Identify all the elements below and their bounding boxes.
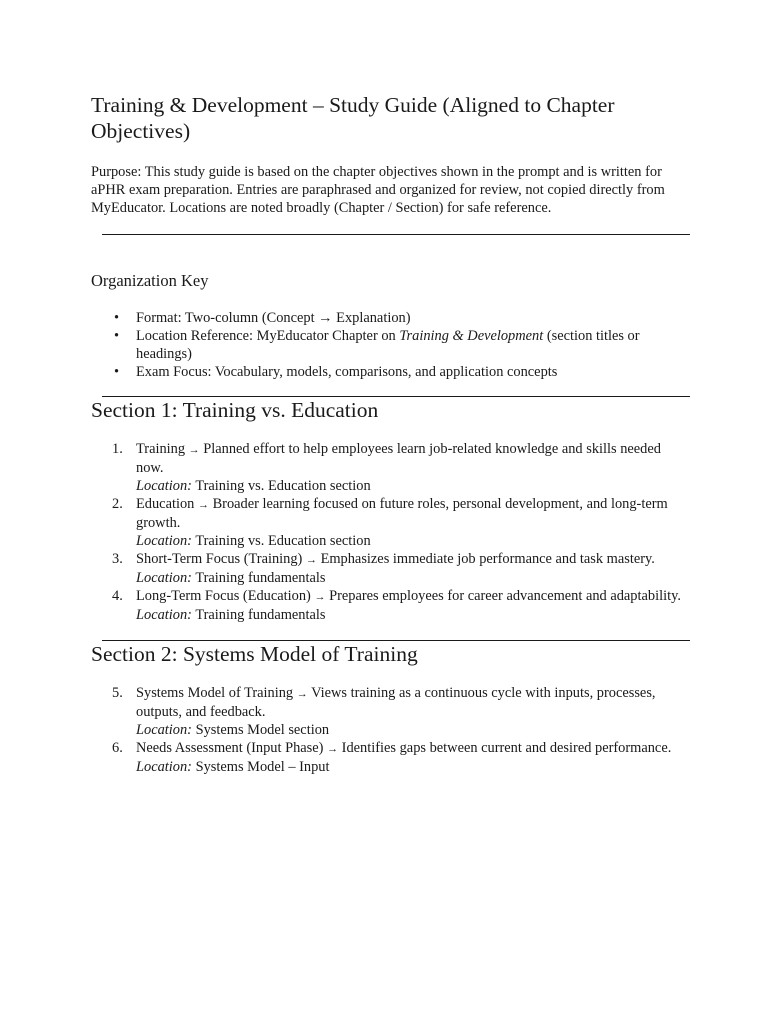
item-location: Systems Model section: [195, 722, 330, 738]
list-item: [114, 363, 696, 381]
item-number: 2.: [112, 496, 123, 512]
section-items-list: [91, 440, 686, 624]
key-item-text: Format: Two-column (Concept → Explanation): [136, 310, 411, 326]
section-items-list: [91, 684, 686, 776]
key-item-suffix: (section titles or headings): [136, 328, 640, 362]
location-label: Location:: [136, 478, 192, 494]
arrow-right-icon: →: [314, 591, 326, 603]
item-explanation: Prepares employees for career advancement and adaptability.: [329, 588, 681, 604]
item-concept: Long-Term Focus (Education): [136, 588, 311, 604]
item-concept: Short-Term Focus (Training): [136, 551, 303, 567]
list-item: [112, 739, 686, 776]
location-label: Location:: [136, 722, 192, 738]
list-item: [112, 440, 686, 495]
item-concept: Training: [136, 441, 186, 457]
document-page: [91, 92, 691, 776]
list-item: [112, 495, 686, 550]
item-explanation: Views training as a continuous cycle with inputs, processes, outputs, and feedback.: [136, 685, 656, 720]
key-item-text: Exam Focus: Vocabulary, models, comparisons, and application concepts: [136, 364, 558, 380]
arrow-right-icon: →: [305, 554, 317, 566]
key-item-emphasis: Training & Development: [399, 328, 544, 344]
location-label: Location:: [136, 607, 192, 623]
list-item: [112, 684, 686, 739]
item-location: Training fundamentals: [195, 570, 326, 586]
section-heading: Section 2: Systems Model of Training: [91, 642, 418, 666]
item-explanation: Emphasizes immediate job performance and task mastery.: [320, 551, 655, 567]
item-number: 5.: [112, 685, 123, 701]
item-location: Training fundamentals: [195, 607, 326, 623]
location-label: Location:: [136, 570, 192, 586]
list-item: [112, 587, 686, 624]
item-location: Training vs. Education section: [195, 533, 371, 549]
item-number: 3.: [112, 551, 123, 567]
organization-key-heading: Organization Key: [91, 271, 209, 290]
purpose-paragraph: Purpose: This study guide is based on the chapter objectives shown in the prompt and is written for aPHR exam preparation. Entries are paraphrased and organized for review, not copied directly from MyEducator. Locations are noted broadly (Chapter / Section) for safe reference.: [91, 164, 665, 216]
item-explanation: Planned effort to help employees learn job-related knowledge and skills needed now.: [136, 441, 661, 476]
list-item: [114, 309, 696, 327]
bullet-icon: •: [114, 310, 120, 326]
horizontal-rule: [102, 234, 690, 235]
item-explanation: Broader learning focused on future roles, personal development, and long-term growth.: [136, 496, 668, 531]
item-location: Systems Model – Input: [195, 759, 330, 775]
arrow-right-icon: →: [188, 444, 200, 456]
list-item: [114, 327, 696, 363]
item-explanation: Identifies gaps between current and desired performance.: [341, 740, 672, 756]
item-number: 6.: [112, 740, 123, 756]
item-concept: Needs Assessment (Input Phase): [136, 740, 324, 756]
arrow-right-icon: →: [296, 688, 308, 700]
item-concept: Systems Model of Training: [136, 685, 294, 701]
organization-key-list: [91, 309, 696, 381]
location-label: Location:: [136, 759, 192, 775]
arrow-right-icon: →: [197, 499, 209, 511]
item-concept: Education: [136, 496, 195, 512]
item-number: 4.: [112, 588, 123, 604]
list-item: [112, 550, 686, 587]
item-location: Training vs. Education section: [195, 478, 371, 494]
location-label: Location:: [136, 533, 192, 549]
item-number: 1.: [112, 441, 123, 457]
key-item-prefix: Location Reference: MyEducator Chapter on: [136, 328, 400, 344]
bullet-icon: •: [114, 364, 120, 380]
arrow-right-icon: →: [327, 743, 339, 755]
bullet-icon: •: [114, 328, 120, 344]
document-title: Training & Development – Study Guide (Aligned to Chapter Objectives): [91, 93, 615, 143]
section-heading: Section 1: Training vs. Education: [91, 398, 379, 422]
